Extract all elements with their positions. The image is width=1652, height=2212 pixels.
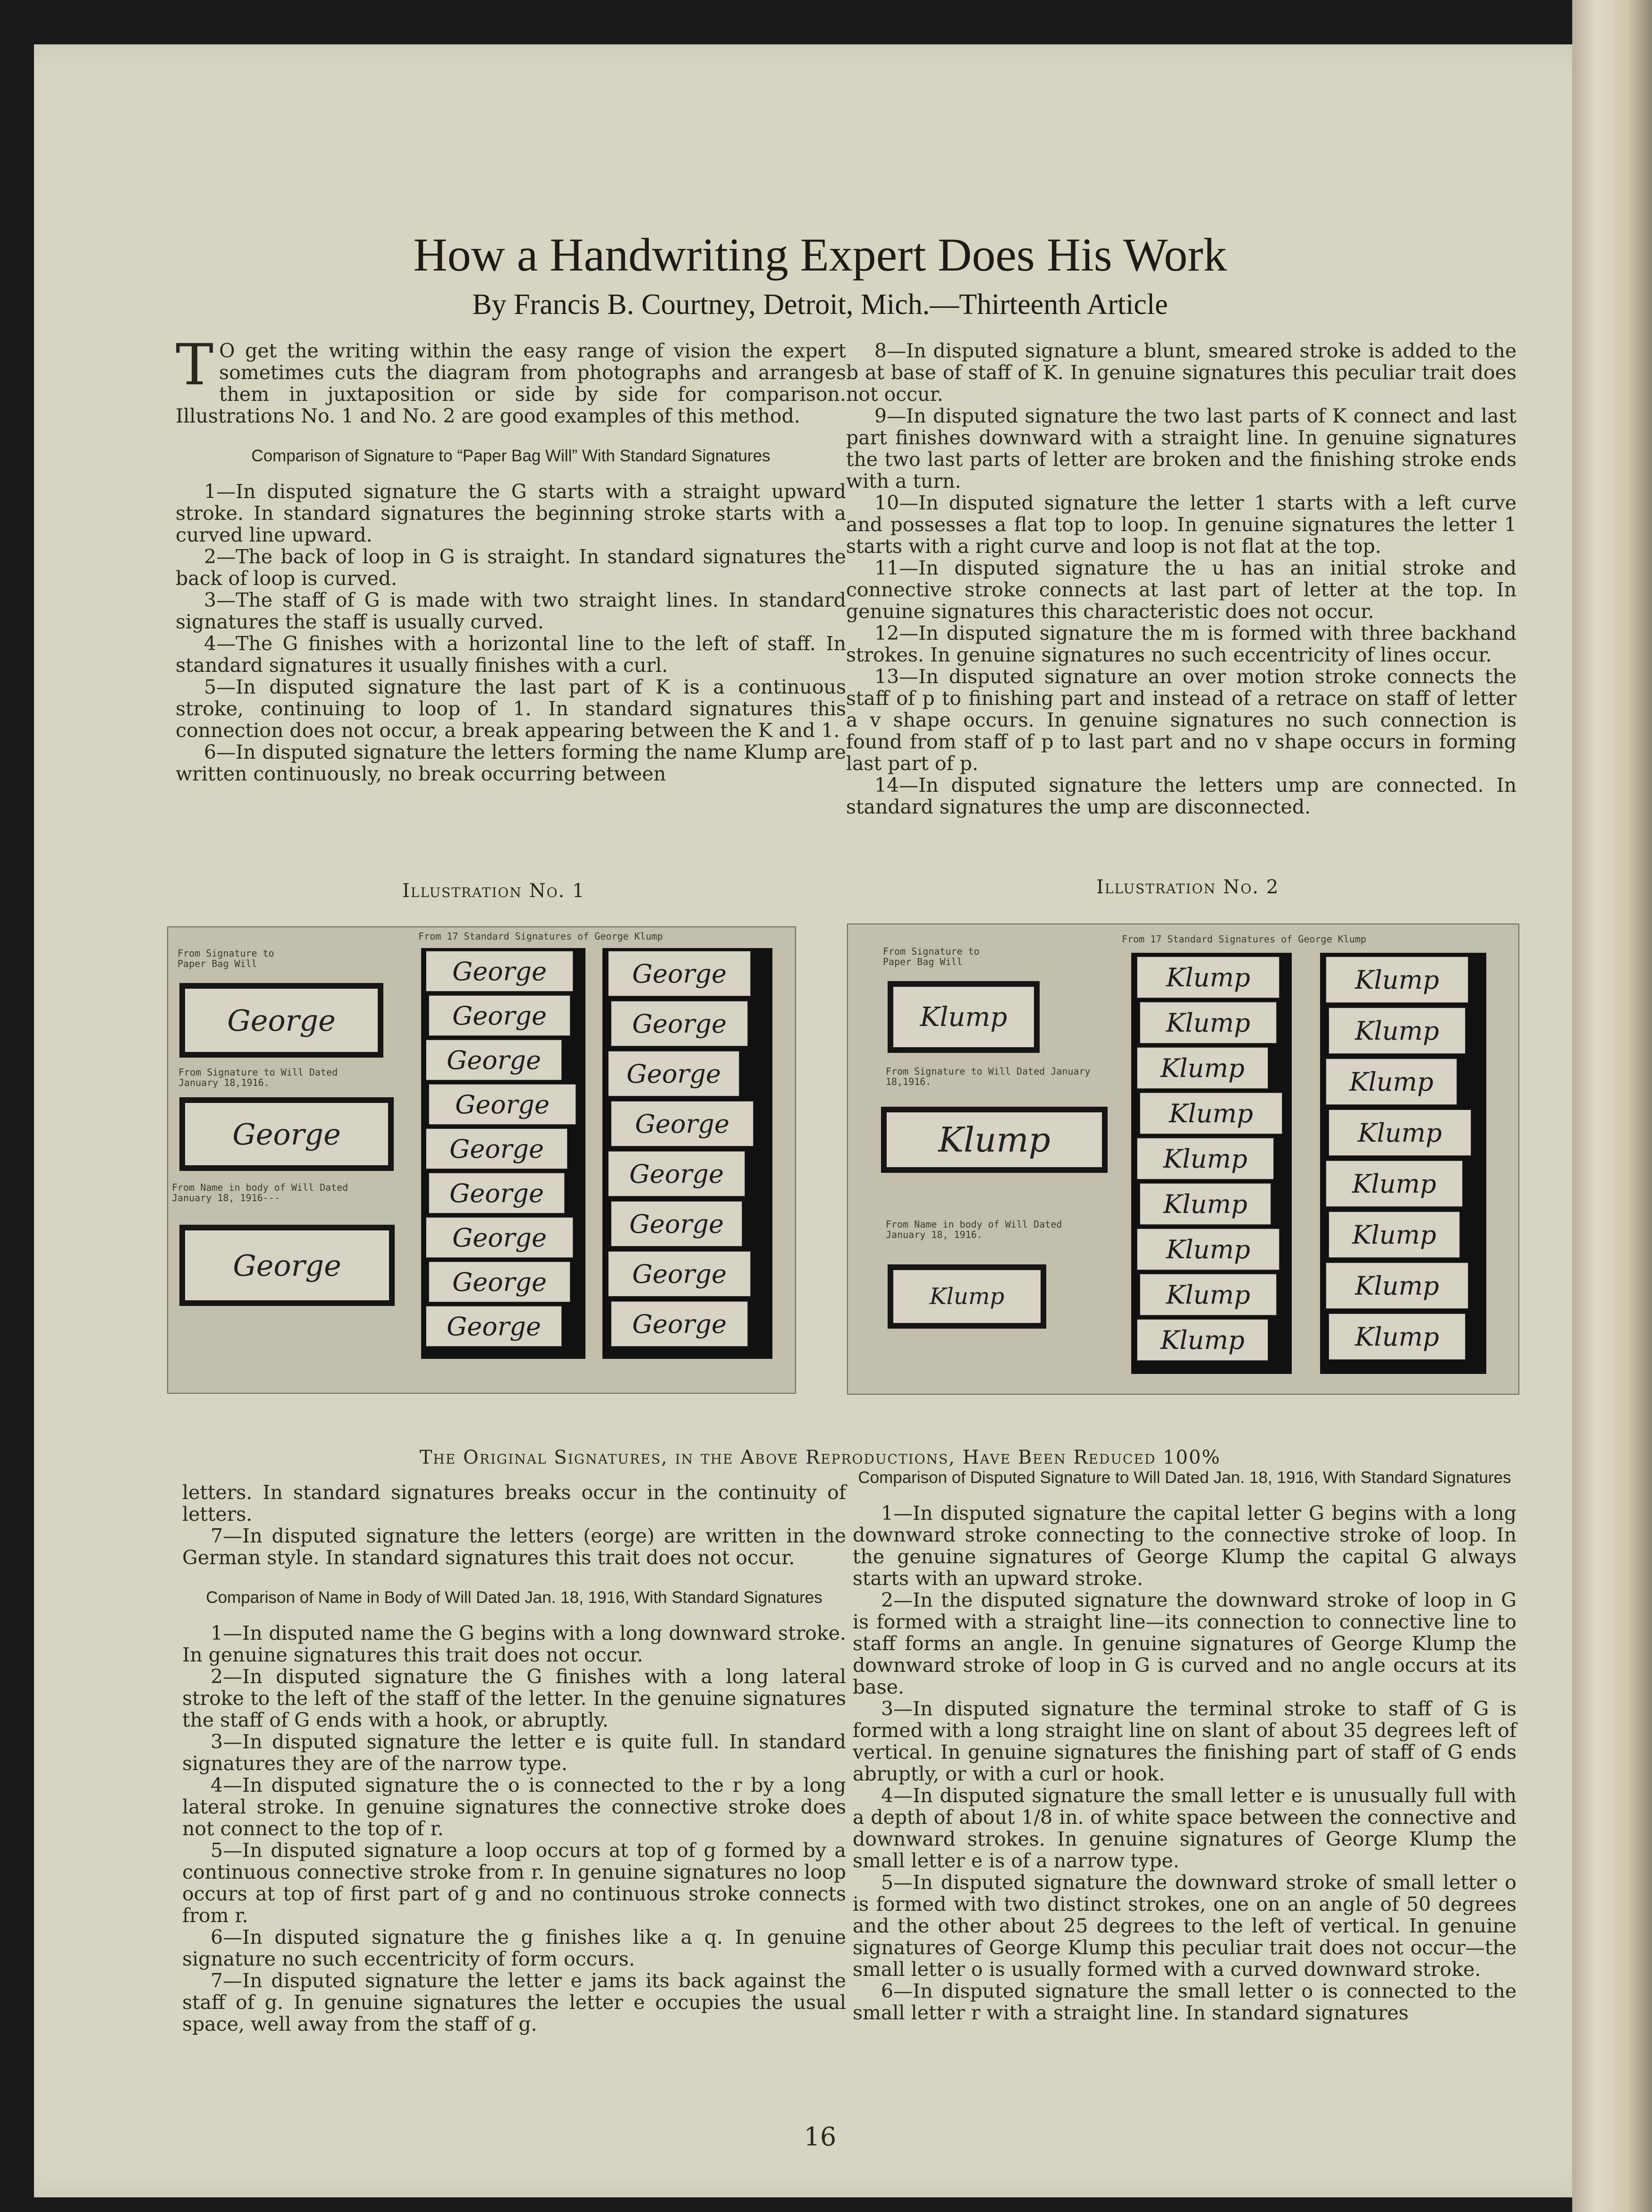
paragraph: 5—In disputed signature a loop occurs at top of g formed by a continuous connective stroke from r. In genuine signatures no loop occurs at top of first part of g and no continuous stroke connects from r. [182, 1839, 846, 1927]
paragraph: 5—In disputed signature the last part of K is a continuous stroke, continuing to loop of 1. In standard signatures this connection does not occur, a break appearing between the K and 1. [176, 676, 846, 742]
paragraph: 6—In disputed signature the small letter o is connected to the small letter r with a straight line. In standard signatures [853, 1980, 1516, 2024]
drop-cap: T [176, 332, 214, 398]
paragraph: 12—In disputed signature the m is formed with three backhand strokes. In genuine signatures no such eccentricity of lines occur. [846, 622, 1516, 666]
book-spine [1572, 0, 1652, 2212]
paragraph: letters. In standard signatures breaks occur in the continuity of letters. [182, 1481, 846, 1526]
standard-signature-cutout: Klump [1329, 1212, 1460, 1258]
paragraph: 14—In disputed signature the letters ump are connected. In standard signatures the ump are disconnected. [846, 774, 1516, 818]
disputed-signature-b: George [179, 1097, 394, 1171]
illustration-1-photo [167, 926, 796, 1394]
standard-signature-cutout: George [426, 1040, 562, 1080]
left-column-top [176, 332, 846, 785]
standard-signature-cutout: Klump [1137, 1319, 1268, 1361]
paragraph: 5—In disputed signature the downward stroke of small letter o is formed with two distinct strokes, one on an angle of 50 degrees and the other about 25 degrees to the left of vertical. In genuine signatures of George Klump this peculiar trait does not occur—the small letter o is usually formed with a curved downward stroke. [853, 1871, 1516, 1981]
standard-signature-cutout: George [611, 1001, 748, 1046]
standard-signature-cutout: Klump [1140, 1274, 1277, 1315]
standard-signature-cutout: Klump [1140, 1093, 1282, 1134]
magazine-page [34, 44, 1606, 2197]
paragraph: 7—In disputed signature the letters (eorge) are written in the German style. In standard signatures this trait does not occur. [182, 1525, 846, 1569]
standard-signature-cutout: George [608, 1151, 745, 1196]
paragraph: 13—In disputed signature an over motion stroke connects the staff of p to finishing part and instead of a retrace on staff of letter a v shape occurs. In genuine signatures no such connection is found from staff of p to last part and no v shape occurs in forming last part of p. [846, 665, 1516, 775]
section-heading: Comparison of Disputed Signature to Will Dated Jan. 18, 1916, With Standard Signatures [858, 1468, 1511, 1487]
standard-signature-cutout: Klump [1326, 1059, 1457, 1105]
photo-label-b: From Signature to Will Dated January 18,1916. [178, 1067, 338, 1088]
standard-signature-cutout: Klump [1326, 1263, 1468, 1309]
standard-signature-cutout: George [429, 1262, 570, 1302]
paragraph: 2—In the disputed signature the downward stroke of loop in G is formed with a straight line—its connection to connective line to staff forms an angle. In genuine signatures of George Klump the downward stroke of loop in G is curved and no angle occurs at its base. [853, 1589, 1516, 1698]
standard-signature-cutout: George [426, 951, 573, 992]
standard-signature-cutout: George [426, 1217, 573, 1258]
standard-signature-cutout: Klump [1137, 1229, 1279, 1270]
photo-label-c: From Name in body of Will Dated January 18, 1916--- [172, 1182, 348, 1203]
paragraph: 2—In disputed signature the G finishes with a long lateral stroke to the left of the staff of the letter. In the genuine signatures the staff of G ends with a hook, or abruptly. [182, 1665, 846, 1731]
paragraph: 8—In disputed signature a blunt, smeared stroke is added to the b at base of staff of K. In genuine signatures this peculiar trait does not occur. [846, 339, 1516, 406]
photo-header: From 17 Standard Signatures of George Klump [418, 931, 663, 942]
standard-signature-cutout: George [608, 951, 751, 996]
disputed-signature-c: Klump [888, 1264, 1046, 1329]
paragraph: 10—In disputed signature the letter 1 starts with a left curve and possesses a flat top to loop. In genuine signatures the letter 1 starts with a right curve and loop is not flat at the top. [846, 492, 1516, 558]
article-title: How a Handwriting Expert Does His Work [413, 229, 1227, 281]
standard-signature-cutout: Klump [1329, 1008, 1466, 1054]
standard-signature-cutout: George [429, 995, 570, 1036]
standard-signature-cutout: George [608, 1051, 739, 1096]
paragraph: 1—In disputed signature the capital letter G begins with a long downward stroke connecting to the connective stroke of loop. In the genuine signatures of George Klump the capital G always starts with an upward stroke. [853, 1502, 1516, 1590]
standard-signature-cutout: George [608, 1251, 751, 1297]
paragraph: 3—In disputed signature the letter e is quite full. In standard signatures they are of the narrow type. [182, 1730, 846, 1775]
section-heading: Comparison of Signature to “Paper Bag Will” With Standard Signatures [251, 447, 771, 465]
standard-signature-cutout: George [429, 1173, 565, 1213]
standard-signature-cutout: George [611, 1101, 754, 1146]
standard-signature-cutout: George [611, 1301, 748, 1347]
section-heading: Comparison of Name in Body of Will Dated Jan. 18, 1916, With Standard Signatures [206, 1588, 822, 1607]
standard-signature-cutout: Klump [1329, 1314, 1466, 1360]
standard-signature-cutout: George [426, 1306, 562, 1347]
paragraph: 7—In disputed signature the letter e jams its back against the staff of g. In genuine signatures the letter e occupies the usual space, well away from the staff of g. [182, 1969, 846, 2035]
photo-label-c: From Name in body of Will Dated January 18, 1916. [886, 1219, 1062, 1240]
paragraph: 4—The G finishes with a horizontal line to the left of staff. In standard signatures it usually finishes with a curl. [176, 632, 846, 677]
photo-header: From 17 Standard Signatures of George Klump [1122, 933, 1366, 945]
page-number: 16 [804, 2122, 837, 2152]
paragraph: 9—In disputed signature the two last parts of K connect and last part finishes downward with a straight line. In genuine signatures the two last parts of letter are broken and the finishing stroke ends with a turn. [846, 405, 1516, 492]
photo-label-a: From Signature to Paper Bag Will [883, 946, 980, 967]
disputed-signature-c: George [179, 1225, 395, 1306]
standard-signature-cutout: George [611, 1201, 742, 1246]
disputed-signature-b: Klump [881, 1107, 1108, 1173]
standard-signature-cutout: Klump [1140, 1002, 1277, 1043]
photo-label-b: From Signature to Will Dated January 18,1916. [886, 1066, 1091, 1087]
standard-signature-cutout: Klump [1140, 1183, 1271, 1225]
standard-signature-cutout: George [429, 1084, 576, 1125]
photo-label-a: From Signature to Paper Bag Will [178, 948, 274, 969]
article-byline: By Francis B. Courtney, Detroit, Mich.—Thirteenth Article [472, 288, 1168, 321]
intro-paragraph: T O get the writing within the easy range of vision the expert sometimes cuts the diagram from photographs and arranges them in juxtaposition or side by side for comparison. Illustrations No. 1 and No. 2 are good examples of this method. [176, 332, 846, 427]
right-column-top [846, 340, 1516, 818]
paragraph: 4—In disputed signature the small letter e is unusually full with a depth of about 1/8 in. of white space between the connective and downward strokes. In genuine signatures of George Klump the small letter e is of a narrow type. [853, 1784, 1516, 1872]
standard-signature-cutout: George [426, 1128, 568, 1169]
illustration-2-photo [847, 924, 1519, 1395]
standard-signature-cutout: Klump [1137, 1138, 1274, 1179]
illustration-1-label: Illustration No. 1 [402, 880, 585, 902]
illustration-caption: The Original Signatures, in the Above Reproductions, Have Been Reduced 100% [419, 1447, 1221, 1468]
paragraph: 3—In disputed signature the terminal stroke to staff of G is formed with a long straight line on slant of about 35 degrees left of vertical. In genuine signatures the finishing part of staff of G ends abruptly, or with a curl or hook. [853, 1697, 1516, 1785]
disputed-signature-a: Klump [888, 981, 1040, 1053]
left-column-bottom [182, 1482, 846, 2035]
standard-signature-cutout: Klump [1137, 957, 1279, 998]
standard-signature-cutout: Klump [1326, 957, 1468, 1003]
paragraph: 3—The staff of G is made with two straight lines. In standard signatures the staff is usually curved. [176, 589, 846, 633]
disputed-signature-a: George [179, 983, 383, 1058]
paragraph: 6—In disputed signature the g finishes like a q. In genuine signature no such eccentricity of form occurs. [182, 1926, 846, 1970]
paragraph: 1—In disputed signature the G starts with a straight upward stroke. In standard signatures the beginning stroke starts with a curved line upward. [176, 480, 846, 546]
standard-signature-cutout: Klump [1326, 1161, 1463, 1207]
paragraph: 4—In disputed signature the o is connected to the r by a long lateral stroke. In genuine signatures the connective stroke does not connect to the top of r. [182, 1774, 846, 1840]
paragraph: 6—In disputed signature the letters forming the name Klump are written continuously, no break occurring between [176, 741, 846, 785]
paragraph: 11—In disputed signature the u has an initial stroke and connective stroke connects at last part of letter at the top. In genuine signatures this characteristic does not occur. [846, 557, 1516, 623]
paragraph: 1—In disputed name the G begins with a long downward stroke. In genuine signatures this trait does not occur. [182, 1622, 846, 1666]
paragraph: 2—The back of loop in G is straight. In standard signatures the back of loop is curved. [176, 545, 846, 590]
standard-signature-cutout: Klump [1137, 1047, 1268, 1089]
right-column-bottom [853, 1467, 1516, 2024]
illustration-2-label: Illustration No. 2 [1096, 876, 1279, 898]
standard-signature-cutout: Klump [1329, 1110, 1471, 1156]
